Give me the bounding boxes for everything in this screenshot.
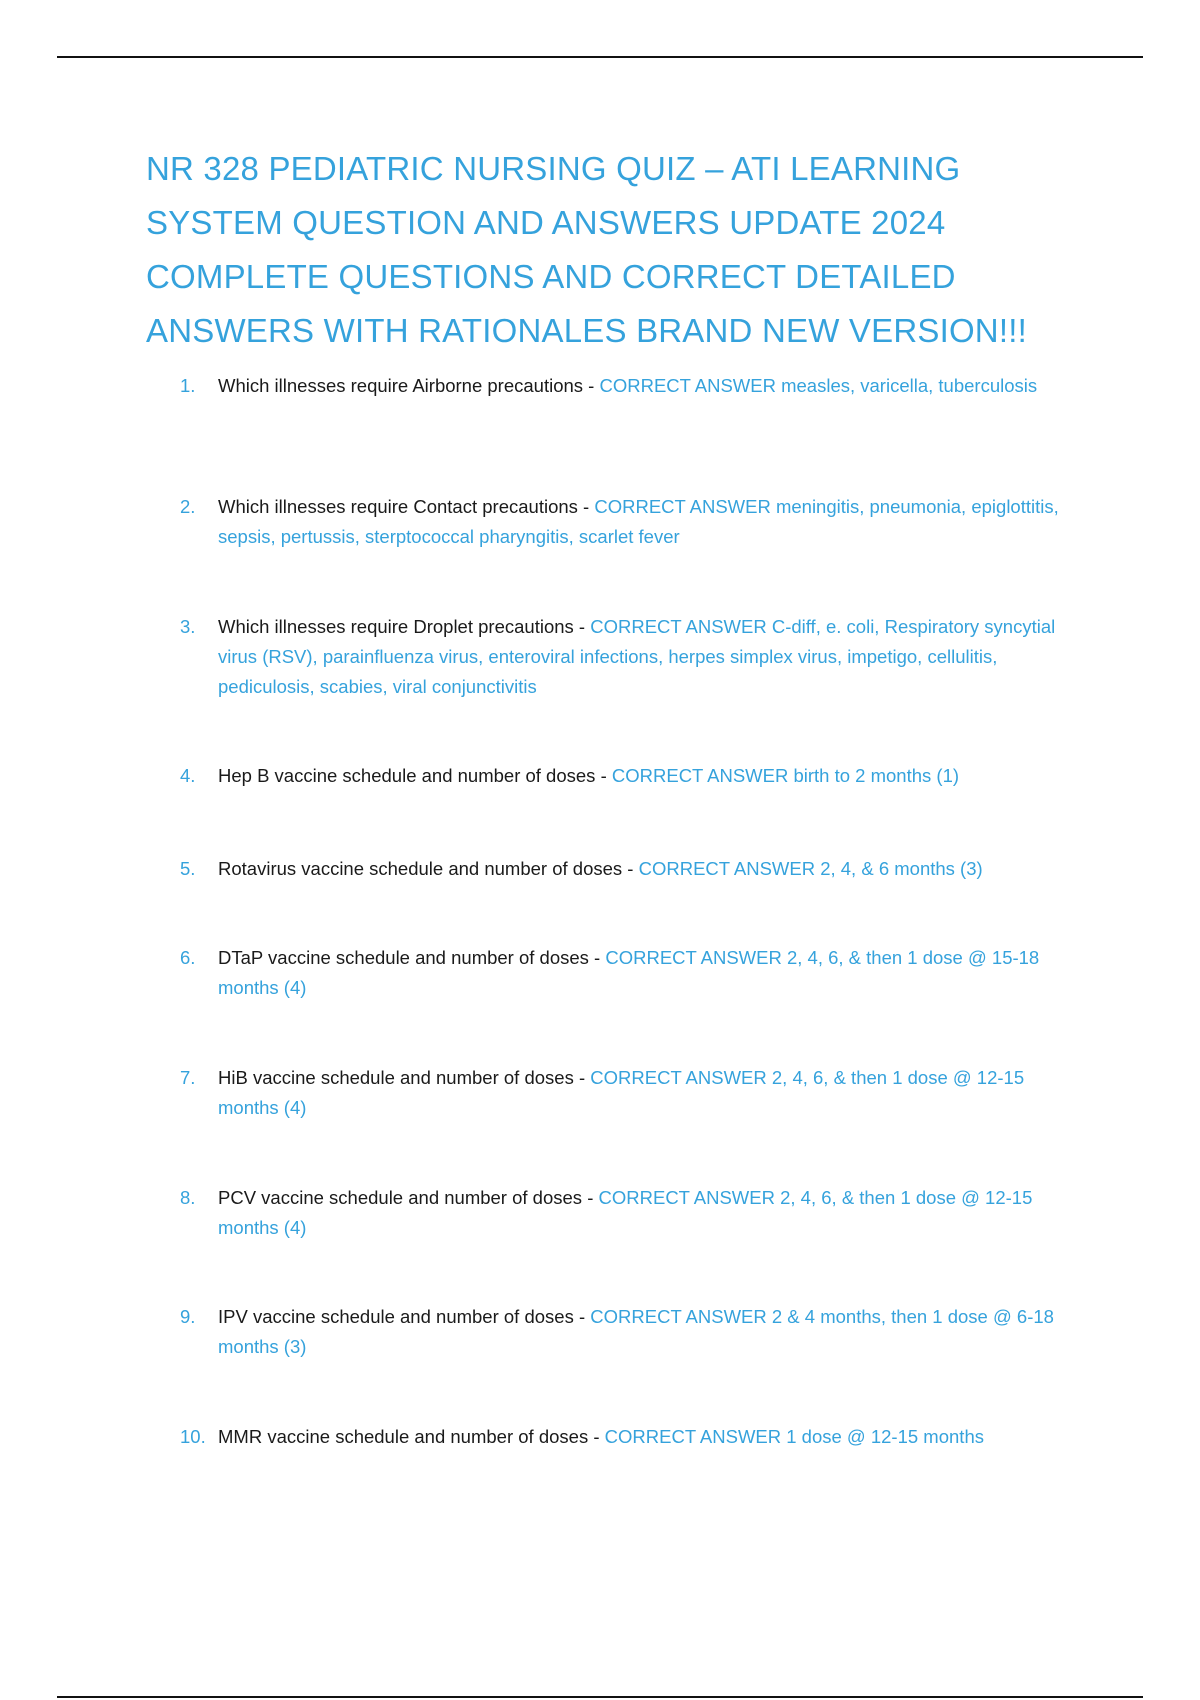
question-text: Which illnesses require Contact precautions bbox=[218, 496, 578, 517]
list-item bbox=[180, 1063, 1085, 1123]
question-text: MMR vaccine schedule and number of doses bbox=[218, 1426, 589, 1447]
question-text: Which illnesses require Droplet precautions bbox=[218, 616, 574, 637]
list-item bbox=[180, 761, 1085, 791]
question-text: PCV vaccine schedule and number of doses bbox=[218, 1187, 583, 1208]
item-number: 9. bbox=[180, 1306, 196, 1327]
item-body bbox=[218, 1422, 1085, 1452]
item-body bbox=[218, 1302, 1085, 1362]
item-body bbox=[218, 1183, 1085, 1243]
item-number: 4. bbox=[180, 765, 196, 786]
item-number: 8. bbox=[180, 1187, 196, 1208]
question-text: HiB vaccine schedule and number of doses bbox=[218, 1067, 574, 1088]
separator: - bbox=[583, 375, 600, 396]
separator: - bbox=[588, 947, 606, 968]
item-body bbox=[218, 371, 1085, 401]
list-item bbox=[180, 371, 1085, 401]
list-item bbox=[180, 854, 1085, 884]
separator: - bbox=[573, 616, 591, 637]
item-number: 7. bbox=[180, 1067, 196, 1088]
list-item bbox=[180, 612, 1085, 702]
question-text: Which illnesses require Airborne precautions bbox=[218, 375, 584, 396]
question-text: Rotavirus vaccine schedule and number of doses bbox=[218, 858, 623, 879]
answer-text: CORRECT ANSWER meningitis, pneumonia, epiglottitis, sepsis, pertussis, sterptococcal pharyngitis, scarlet fever bbox=[218, 496, 1059, 547]
separator: - bbox=[577, 496, 595, 517]
separator: - bbox=[622, 858, 639, 879]
item-body bbox=[218, 943, 1085, 1003]
question-text: DTaP vaccine schedule and number of doses bbox=[218, 947, 589, 968]
list-item bbox=[180, 492, 1085, 552]
list-item bbox=[180, 1183, 1085, 1243]
answer-text: CORRECT ANSWER 2, 4, 6, & then 1 dose @ 12-15 months (4) bbox=[218, 1187, 1033, 1238]
document-title: NR 328 PEDIATRIC NURSING QUIZ – ATI LEARNING SYSTEM QUESTION AND ANSWERS UPDATE 2024 COMPLETE QUESTIONS AND CORRECT DETAILED ANSWERS WITH RATIONALES BRAND NEW VERSION!!! bbox=[146, 150, 1027, 349]
answer-text: CORRECT ANSWER 1 dose @ 12-15 months bbox=[604, 1426, 984, 1447]
separator: - bbox=[573, 1067, 591, 1088]
separator: - bbox=[573, 1306, 591, 1327]
separator: - bbox=[588, 1426, 605, 1447]
item-number: 10. bbox=[180, 1426, 206, 1447]
item-body bbox=[218, 492, 1085, 552]
answer-text: CORRECT ANSWER measles, varicella, tuberculosis bbox=[599, 375, 1038, 396]
answer-text: CORRECT ANSWER 2, 4, 6, & then 1 dose @ 15-18 months (4) bbox=[218, 947, 1040, 998]
separator: - bbox=[595, 765, 612, 786]
answer-text: CORRECT ANSWER 2, 4, & 6 months (3) bbox=[638, 858, 983, 879]
item-body bbox=[218, 1063, 1085, 1123]
question-text: Hep B vaccine schedule and number of doses bbox=[218, 765, 596, 786]
item-body bbox=[218, 612, 1085, 702]
item-number: 1. bbox=[180, 375, 196, 396]
answer-text: CORRECT ANSWER 2, 4, 6, & then 1 dose @ 12-15 months (4) bbox=[218, 1067, 1025, 1118]
list-item bbox=[180, 1422, 1085, 1452]
item-body bbox=[218, 854, 1085, 884]
item-number: 5. bbox=[180, 858, 196, 879]
item-number: 3. bbox=[180, 616, 196, 637]
answer-text: CORRECT ANSWER 2 & 4 months, then 1 dose @ 6-18 months (3) bbox=[218, 1306, 1054, 1357]
answer-text: CORRECT ANSWER birth to 2 months (1) bbox=[611, 765, 960, 786]
answer-text: CORRECT ANSWER C-diff, e. coli, Respiratory syncytial virus (RSV), parainfluenza virus, enteroviral infections, herpes simplex virus, impetigo, cellulitis, pediculosis, scabies, viral conjunctivitis bbox=[218, 616, 1056, 697]
item-body bbox=[218, 761, 1085, 791]
list-item bbox=[180, 1302, 1085, 1362]
list-item bbox=[180, 943, 1085, 1003]
bottom-rule bbox=[57, 1696, 1143, 1698]
question-text: IPV vaccine schedule and number of doses bbox=[218, 1306, 574, 1327]
separator: - bbox=[582, 1187, 599, 1208]
item-number: 2. bbox=[180, 496, 196, 517]
item-number: 6. bbox=[180, 947, 196, 968]
